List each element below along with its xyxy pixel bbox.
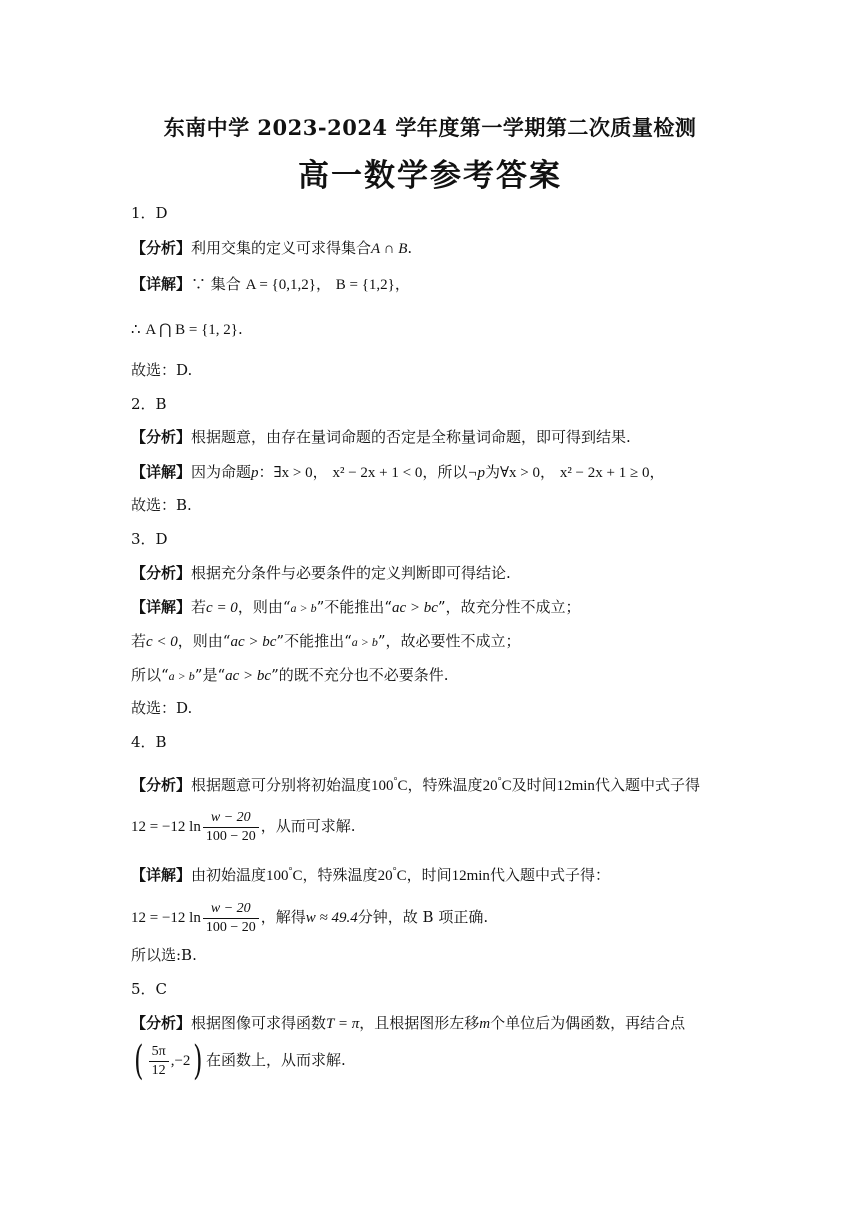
q5-a4: 在函数上，从而求解. bbox=[206, 1051, 346, 1069]
q3-d2-m3: a > b bbox=[351, 635, 378, 649]
q5-fraction bbox=[149, 1043, 169, 1080]
q2-detail-b: ： bbox=[258, 463, 274, 481]
q4-frac-num: w − 20 bbox=[203, 900, 259, 919]
q1-detail bbox=[131, 273, 410, 296]
q5-number: 5．C bbox=[131, 980, 168, 998]
q1-result-math: A ⋂ B = {1, 2} bbox=[145, 322, 239, 338]
q4-fraction bbox=[203, 900, 259, 937]
q3-d2-b: ，则由“ bbox=[177, 632, 231, 650]
q5-frac-den: 12 bbox=[151, 1062, 166, 1078]
school-title: 东南中学 2023-2024 学年度第一学期第二次质量检测 bbox=[163, 115, 697, 140]
q2-detail-c: ， bbox=[312, 463, 328, 481]
degree-symbol: ° bbox=[392, 866, 397, 877]
q3-d2-a: 若 bbox=[131, 632, 147, 650]
q3-d1-b: ，则由“ bbox=[237, 598, 291, 616]
q4-d4: 代入题中式子得： bbox=[489, 866, 610, 884]
q4-d5: ，解得 bbox=[260, 908, 306, 926]
q3-d3-a: 所以“ bbox=[131, 666, 169, 684]
q1-detail-end: ， bbox=[394, 275, 410, 293]
q3-d1-c: ”不能推出“ bbox=[316, 598, 392, 616]
q1-detail-text-a: ∵ 集合 bbox=[191, 275, 241, 293]
q3-choose: 故选：D. bbox=[131, 699, 193, 717]
q4-number: 4．B bbox=[131, 733, 167, 751]
q4-result-value: w ≈ 49.4 bbox=[305, 910, 358, 926]
q4-time: 12min bbox=[556, 778, 595, 794]
q5-point-rest: ,−2 bbox=[170, 1053, 191, 1069]
q5-analysis bbox=[131, 1012, 685, 1035]
q3-d2-d: ”，故必要性不成立； bbox=[377, 632, 521, 650]
detail-tag: 【详解】 bbox=[131, 598, 192, 616]
q4-detail-equation bbox=[131, 897, 488, 938]
q3-d1-a: 若 bbox=[191, 598, 207, 616]
q3-d1-m1: c = 0 bbox=[206, 600, 238, 616]
q3-d3-m2: ac > bc bbox=[225, 668, 272, 684]
q4-time: 12min bbox=[451, 868, 490, 884]
right-paren: ) bbox=[193, 1038, 203, 1084]
q5-period: T = π bbox=[326, 1016, 360, 1032]
q1-set-a: A = {0,1,2} bbox=[245, 277, 316, 293]
q4-temp-initial: 100 bbox=[371, 778, 394, 794]
q4-temp-initial: 100 bbox=[266, 868, 289, 884]
celsius-symbol: C bbox=[292, 868, 303, 884]
q1-choose: 故选：D. bbox=[131, 361, 193, 379]
q3-d3-c: ”的既不充分也不必要条件. bbox=[271, 666, 449, 684]
q2-p: p bbox=[251, 465, 259, 481]
q4-a3: 及时间 bbox=[511, 776, 557, 794]
celsius-symbol: C bbox=[501, 778, 512, 794]
q1-analysis bbox=[131, 237, 412, 260]
q4-choose: 所以选:B. bbox=[131, 946, 197, 964]
q5-a3: 个单位后为偶函数，再结合点 bbox=[490, 1014, 686, 1032]
q2-choose: 故选：B. bbox=[131, 496, 192, 514]
q2-number: 2．B bbox=[131, 395, 167, 413]
q4-d3: ，时间 bbox=[406, 866, 452, 884]
q4-d6: 分钟，故 B 项正确. bbox=[357, 908, 489, 926]
q2-not-p: ¬p bbox=[467, 465, 485, 481]
analysis-tag: 【分析】 bbox=[131, 1014, 192, 1032]
q1-result-end: . bbox=[238, 320, 243, 338]
q3-d3-b: ”是“ bbox=[194, 666, 226, 684]
q3-d3-m1: a > b bbox=[168, 669, 195, 683]
q3-analysis bbox=[131, 562, 511, 584]
q4-fraction bbox=[203, 809, 259, 846]
q1-detail-sep: ， bbox=[315, 275, 331, 293]
q4-a4: 代入题中式子得 bbox=[594, 776, 700, 794]
q2-detail-g: ， bbox=[649, 463, 665, 481]
detail-tag: 【详解】 bbox=[131, 866, 192, 884]
analysis-tag: 【分析】 bbox=[131, 564, 192, 582]
celsius-symbol: C bbox=[396, 868, 407, 884]
q2-exists: ∃x > 0 bbox=[273, 465, 313, 481]
q5-shift: m bbox=[479, 1016, 491, 1032]
q3-detail-3 bbox=[131, 664, 449, 687]
analysis-tag: 【分析】 bbox=[131, 776, 192, 794]
analysis-tag: 【分析】 bbox=[131, 428, 192, 446]
q5-a2: ，且根据图形左移 bbox=[359, 1014, 480, 1032]
q4-frac-den: 100 − 20 bbox=[205, 919, 256, 935]
q2-inequality: x² − 2x + 1 < 0 bbox=[332, 465, 423, 481]
q2-negated-inequality: x² − 2x + 1 ≥ 0 bbox=[559, 465, 650, 481]
q4-detail bbox=[131, 861, 610, 887]
q3-d1-d: ”，故充分性不成立； bbox=[437, 598, 581, 616]
therefore-symbol: ∴ bbox=[131, 320, 141, 338]
q1-set-b: B = {1,2} bbox=[335, 277, 395, 293]
q3-detail-2 bbox=[131, 630, 521, 653]
q2-analysis-text: 根据题意，由存在量词命题的否定是全称量词命题，即可得到结果. bbox=[191, 428, 631, 446]
q2-detail-e: 为 bbox=[484, 463, 500, 481]
degree-symbol: ° bbox=[393, 776, 398, 787]
q1-result bbox=[131, 318, 243, 341]
q3-d1-m2: a > b bbox=[290, 601, 317, 615]
detail-tag: 【详解】 bbox=[131, 275, 192, 293]
q4-d1: 由初始温度 bbox=[191, 866, 267, 884]
q4-analysis-equation bbox=[131, 806, 356, 847]
q4-frac-den: 100 − 20 bbox=[205, 828, 256, 844]
degree-symbol: ° bbox=[497, 776, 502, 787]
q3-detail-1 bbox=[131, 596, 581, 619]
q4-temp-special: 20 bbox=[377, 868, 393, 884]
q1-analysis-end: . bbox=[407, 239, 413, 257]
q4-a2: ，特殊温度 bbox=[407, 776, 483, 794]
document-title: 高一数学参考答案 bbox=[298, 158, 562, 194]
q5-a1: 根据图像可求得函数 bbox=[191, 1014, 327, 1032]
q2-forall: ∀x > 0 bbox=[500, 465, 541, 481]
q4-eq-lhs: 12 = −12 ln bbox=[131, 910, 201, 926]
analysis-tag: 【分析】 bbox=[131, 239, 192, 257]
celsius-symbol: C bbox=[397, 778, 408, 794]
q3-d1-m3: ac > bc bbox=[391, 600, 438, 616]
q5-frac-num: 5π bbox=[149, 1043, 169, 1062]
q2-detail bbox=[131, 461, 664, 484]
q4-frac-num: w − 20 bbox=[203, 809, 259, 828]
degree-symbol: ° bbox=[288, 866, 293, 877]
q3-analysis-text: 根据充分条件与必要条件的定义判断即可得结论. bbox=[191, 564, 511, 582]
q5-analysis-point bbox=[131, 1038, 346, 1083]
left-paren: ( bbox=[134, 1038, 144, 1084]
q2-detail-a: 因为命题 bbox=[191, 463, 252, 481]
q4-eq-lhs: 12 = −12 ln bbox=[131, 819, 201, 835]
q1-analysis-text: 利用交集的定义可求得集合 bbox=[191, 239, 372, 257]
q3-d2-m2: ac > bc bbox=[230, 634, 277, 650]
q4-temp-special: 20 bbox=[482, 778, 498, 794]
q2-analysis bbox=[131, 426, 631, 448]
q2-detail-f: ， bbox=[540, 463, 556, 481]
q4-a1: 根据题意可分别将初始温度 bbox=[191, 776, 372, 794]
q4-d2: ，特殊温度 bbox=[302, 866, 378, 884]
q2-detail-d: ，所以 bbox=[422, 463, 468, 481]
q4-a5: ，从而可求解. bbox=[260, 817, 356, 835]
q4-analysis bbox=[131, 771, 700, 797]
q3-d2-c: ”不能推出“ bbox=[276, 632, 352, 650]
q3-number: 3．D bbox=[131, 530, 168, 548]
q1-number: 1．D bbox=[131, 204, 168, 222]
q1-analysis-math: A ∩ B bbox=[371, 241, 408, 257]
q3-d2-m1: c < 0 bbox=[146, 634, 178, 650]
detail-tag: 【详解】 bbox=[131, 463, 192, 481]
